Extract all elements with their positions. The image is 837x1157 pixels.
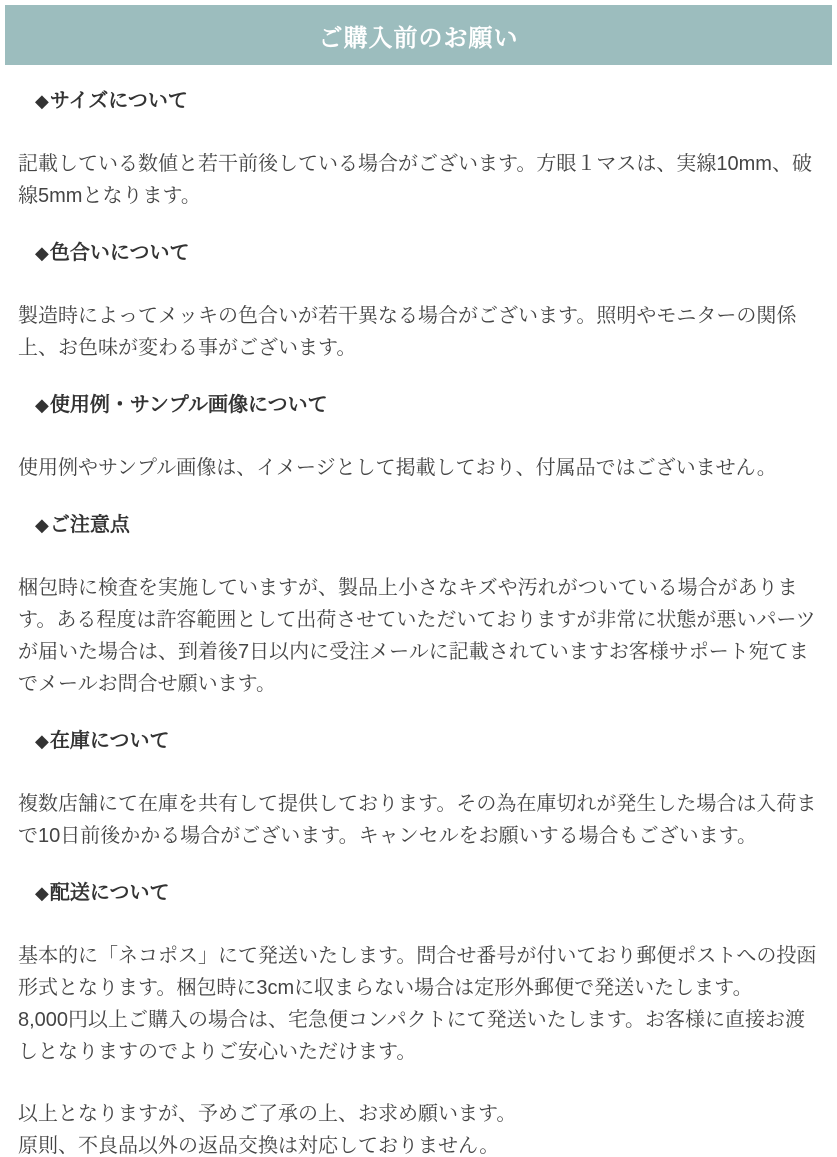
section-sample-images xyxy=(0,394,837,484)
diamond-icon: ◆ xyxy=(35,515,49,535)
section-size-body: 記載している数値と若干前後している場合がございます。方眼１マスは、実線10mm、破線5mmとなります。 xyxy=(18,153,812,207)
diamond-icon: ◆ xyxy=(35,91,49,111)
section-stock-heading xyxy=(0,730,837,752)
diamond-icon: ◆ xyxy=(35,731,49,751)
section-sample-body: 使用例やサンプル画像は、イメージとして掲載しており、付属品ではございません。 xyxy=(18,457,777,479)
section-shipping-heading xyxy=(0,882,837,904)
section-caution-title: ご注意点 xyxy=(49,514,130,536)
footer-note-line2: 原則、不良品以外の返品交換は対応しておりません。 xyxy=(18,1135,500,1157)
diamond-icon: ◆ xyxy=(35,395,49,415)
page-title: ご購入前のお願い xyxy=(318,24,519,52)
section-color xyxy=(0,242,837,364)
section-shipping-body-2: 8,000円以上ご購入の場合は、宅急便コンパクトにて発送いたします。お客様に直接お渡しとなりますのでよりご安心いただけます。 xyxy=(18,1009,806,1063)
section-caution xyxy=(0,514,837,700)
section-shipping-title: 配送について xyxy=(49,882,170,904)
footer-note-line1: 以上となりますが、予めご了承の上、お求め願います。 xyxy=(18,1103,517,1125)
page-header xyxy=(5,5,832,65)
section-color-title: 色合いについて xyxy=(49,242,190,264)
diamond-icon: ◆ xyxy=(35,243,49,263)
section-sample-heading xyxy=(0,394,837,416)
section-stock-title: 在庫について xyxy=(49,730,170,752)
section-color-body: 製造時によってメッキの色合いが若干異なる場合がございます。照明やモニターの関係上、お色味が変わる事がございます。 xyxy=(18,305,797,359)
section-caution-heading xyxy=(0,514,837,536)
section-size-title: サイズについて xyxy=(49,90,188,112)
section-shipping-body: 基本的に「ネコポス」にて発送いたします。問合せ番号が付いており郵便ポストへの投函形式となります。梱包時に3cmに収まらない場合は定形外郵便で発送いたします。 xyxy=(18,945,817,999)
section-stock-body: 複数店舗にて在庫を共有して提供しております。その為在庫切れが発生した場合は入荷まで10日前後かかる場合がございます。キャンセルをお願いする場合もございます。 xyxy=(18,793,817,847)
section-caution-body: 梱包時に検査を実施していますが、製品上小さなキズや汚れがついている場合があります。ある程度は許容範囲として出荷させていただいておりますが非常に状態が悪いパーツが届いた場合は、到着後7日以内に受注メールに記載されていますお客様サポート宛てまでメールお問合せ願います。 xyxy=(18,577,816,695)
section-sample-title: 使用例・サンプル画像について xyxy=(49,394,328,416)
section-stock xyxy=(0,730,837,852)
diamond-icon: ◆ xyxy=(35,883,49,903)
section-shipping xyxy=(0,882,837,1068)
section-size-heading xyxy=(0,90,837,112)
section-size xyxy=(0,90,837,212)
section-color-heading xyxy=(0,242,837,264)
